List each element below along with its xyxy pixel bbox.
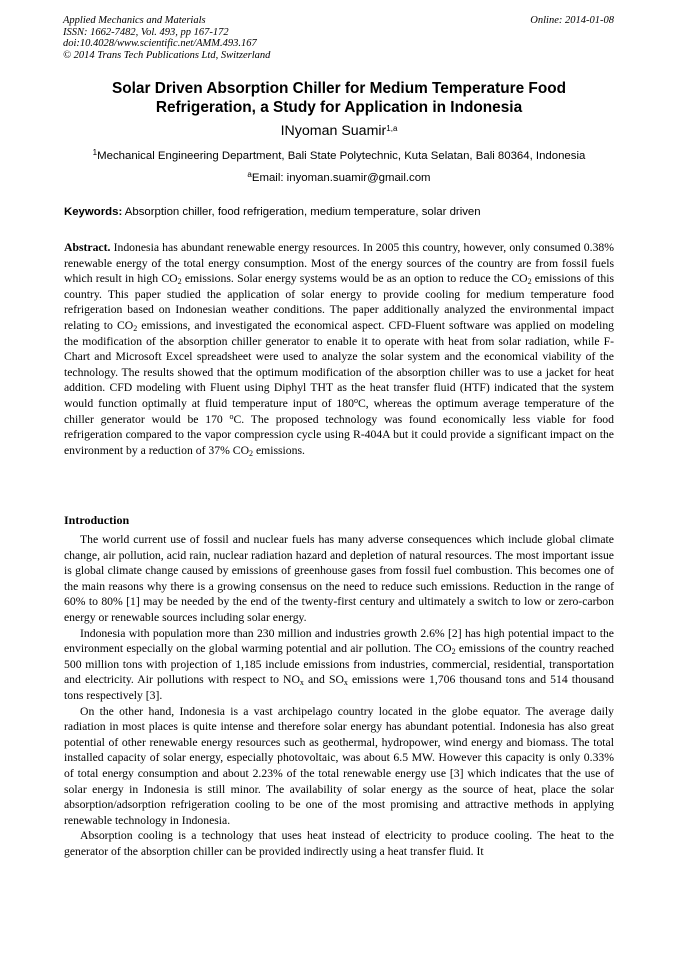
co2-subscript: 2 <box>177 277 182 287</box>
abstract-text-3: emissions of this country. This paper studied the application of solar energy to provide cooling for medium temperature food refrigeration based on Indonesian weather conditions. The paper additionally analyzed the environmental impact relating to CO <box>64 272 614 332</box>
co2-subscript: 2 <box>527 277 532 287</box>
affiliation-text: Mechanical Engineering Department, Bali State Polytechnic, Kuta Selatan, Bali 80364, Indonesia <box>97 150 586 162</box>
keywords <box>64 206 481 218</box>
intro-paragraph-4: Absorption cooling is a technology that uses heat instead of electricity to produce cooling. The heat to the generator of the absorption chiller can be provided indirectly using a heat transfer fluid. It <box>64 829 614 858</box>
intro-paragraph-2 <box>64 626 614 704</box>
abstract-text-4: emissions, and investigated the economical aspect. CFD-Fluent software was applied on modeling the modification of the absorption chiller generator to enable it to operate with heat from solar radiation, while F-Chart and Microsoft Excel spreadsheet were used to analyze the solar system and the economical viability of the technology. The results showed that the optimum modification of the absorption chiller was to use a jacket for heat addition. CFD modeling with Fluent using Diphyl THT as the heat transfer fluid (HTF) indicated that the system would function optimally at fluid temperature input of 180 <box>64 318 615 410</box>
affiliation-sup: 1 <box>92 148 98 157</box>
degree-superscript: o <box>353 395 358 405</box>
abstract-text-2: emissions. Solar energy systems would be as an option to reduce the CO <box>184 272 528 286</box>
title-line-2: Refrigeration, a Study for Application in Indonesia <box>155 99 523 116</box>
paper-title <box>40 79 638 117</box>
author-name: INyoman Suamir <box>280 123 387 139</box>
abstract-text-1: Indonesia has abundant renewable energy resources. In 2005 this country, however, only consumed 0.38% renewable energy of the total energy consumption. Most of the energy sources of the country are from fossil fuels which result in high CO <box>64 241 614 286</box>
journal-header <box>63 15 270 61</box>
abstract-text-6: C. The proposed technology was found economically less viable for food refrigeration compared to the vapor compression cycle using R-404A but it could provide a significant impact on the environment by a reduction of 37% CO <box>64 412 614 457</box>
intro-p2-text-b: emissions of the country reached 500 million tons with projection of 1,185 include emissions from industries, commercial, residential, transportation and electricity. Air pollutions with respect to NO <box>64 642 614 687</box>
journal-name: Applied Mechanics and Materials <box>63 15 206 26</box>
co2-subscript: 2 <box>133 323 138 333</box>
copyright-line: © 2014 Trans Tech Publications Ltd, Switzerland <box>63 49 271 61</box>
email-text: Email: inyoman.suamir@gmail.com <box>251 172 431 184</box>
title-line-1: Solar Driven Absorption Chiller for Medium Temperature Food <box>111 80 567 97</box>
introduction-body <box>64 532 614 859</box>
abstract <box>64 240 614 458</box>
intro-p2-text-d: emissions were 1,706 thousand tons and 514 thousand tons respectively [3]. <box>64 673 615 702</box>
intro-p2-text-a: Indonesia with population more than 230 million and industries growth 2.6% [2] has high potential impact to the environment especially on the global warming potential and air pollution. The CO <box>64 626 614 656</box>
author-sup: 1,a <box>386 124 398 133</box>
co2-subscript: 2 <box>249 448 254 458</box>
abstract-paragraph <box>64 240 614 458</box>
online-date: Online: 2014-01-08 <box>530 15 614 26</box>
sox-subscript: x <box>343 678 348 688</box>
keywords-label: Keywords: <box>64 206 123 218</box>
co2-subscript: 2 <box>451 647 456 657</box>
author <box>0 123 678 139</box>
intro-paragraph-3: On the other hand, Indonesia is a vast archipelago country located in the globe equator. The average daily radiation in most places is quite intense and therefore solar energy has abundant potential. Indonesia has also great potential of other renewable energy resources such as geothermal, hydropower, wind energy and biomass. The total installed capacity of solar energy, especially photovoltaic, was about 6.5 MW. However this capacity is only 0.33% of total energy consumption and about 2.23% of the total renewable energy use [3] which indicates that the use of solar energy in Indonesia is still minor. The availability of solar energy as the source of heat, place the solar absorption/adsorption refrigeration cooling to be one of the most promising and attractive methods in applying renewable technology in Indonesia. <box>64 704 614 827</box>
nox-subscript: x <box>299 678 304 688</box>
issn-line: ISSN: 1662-7482, Vol. 493, pp 167-172 <box>63 26 229 38</box>
email-sup: a <box>247 170 252 179</box>
abstract-label: Abstract. <box>64 241 111 254</box>
intro-p2-text-c: and SO <box>308 673 344 687</box>
degree-superscript: o <box>229 411 234 421</box>
abstract-text-7: emissions. <box>255 443 305 457</box>
email <box>0 172 678 184</box>
abstract-text-5: C, whereas the optimum average temperature of the chiller generator would be 170 <box>64 396 615 426</box>
keywords-text: Absorption chiller, food refrigeration, medium temperature, solar driven <box>124 206 481 218</box>
introduction-heading: Introduction <box>64 513 130 527</box>
intro-paragraph-1: The world current use of fossil and nuclear fuels has many adverse consequences which include global climate change, air pollution, acid rain, nuclear radiation hazard and depletion of natural resources. The most important issue is global climate change caused by emissions of greenhouse gases from fossil fuel combustion. This becomes one of the main reasons why there is a growing consensus on the need to reduce such emissions. Reduction in the range of 60% to 80% [1] may be needed by the end of the twenty-first century and ultimately a switch to low or zero-carbon energy or renewable sources including solar energy. <box>64 533 614 624</box>
affiliation <box>0 150 678 162</box>
doi-line: doi:10.4028/www.scientific.net/AMM.493.167 <box>63 38 257 50</box>
